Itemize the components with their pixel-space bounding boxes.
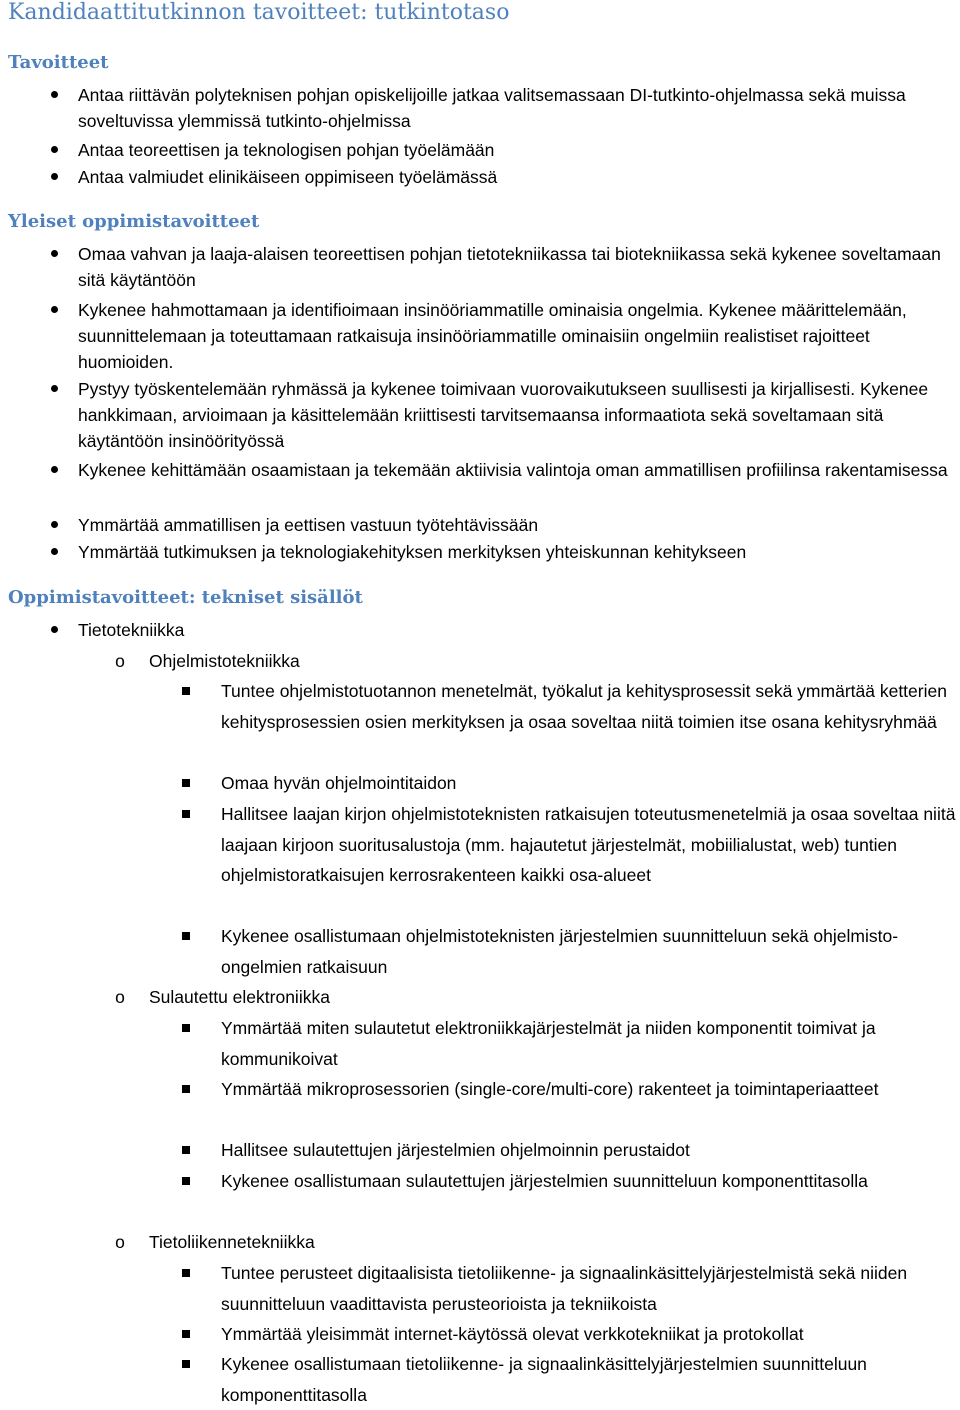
list-item-text: Tietoliikennetekniikka — [149, 1232, 315, 1252]
sub-sub-list-item — [221, 921, 956, 982]
list-item-text: Ymmärtää mikroprosessorien (single-core/multi-core) rakenteet ja toimintaperiaatteet — [221, 1079, 879, 1099]
circle-bullet-icon: o — [115, 651, 125, 671]
page-title: Kandidaattitutkinnon tavoitteet: tutkintotaso — [8, 0, 510, 25]
list-item — [78, 137, 958, 163]
sub-list-item-sulautettu — [115, 982, 949, 1013]
list-item-text: Ymmärtää miten sulautetut elektroniikkajärjestelmät ja niiden komponentit toimivat ja kommunikoivat — [221, 1018, 876, 1069]
list-item-text: Ymmärtää ammatillisen ja eettisen vastuun työtehtävissään — [78, 515, 539, 535]
list-item-text: Omaa vahvan ja laaja-alaisen teoreettisen pohjan tietotekniikassa tai biotekniikassa sekä kykenee soveltamaan sitä käytäntöön — [78, 244, 941, 290]
list-item — [78, 457, 958, 483]
sub-sub-list-item — [221, 1319, 956, 1350]
list-item-text: Ymmärtää yleisimmät internet-käytössä olevat verkkotekniikat ja protokollat — [221, 1324, 804, 1344]
sub-sub-list-item — [221, 1135, 956, 1166]
list-item-text: Hallitsee laajan kirjon ohjelmistoteknisten ratkaisujen toteutusmenetelmiä ja osaa soveltaa niitä laajaan kirjoon suoritusalustoja (mm. hajautetut järjestelmät, mobiilialustat, web) tuntien ohjelmistoratkaisujen kerrosrakenteen kaikki osa-alueet — [221, 804, 956, 886]
sub-sub-list-item — [221, 799, 956, 891]
section-heading-tavoitteet: Tavoitteet — [8, 52, 109, 73]
list-item-text: Ohjelmistotekniikka — [149, 651, 300, 671]
list-item-text: Tuntee perusteet digitaalisista tietoliikenne- ja signaalinkäsittelyjärjestelmistä sekä niiden suunnitteluun vaadittavista perusteorioista ja tekniikoista — [221, 1263, 908, 1314]
list-item-text: Hallitsee sulautettujen järjestelmien ohjelmoinnin perustaidot — [221, 1140, 690, 1160]
sub-sub-list-item — [221, 676, 956, 737]
sub-sub-list-item — [221, 768, 956, 799]
list-item-tietotekniikka — [78, 615, 958, 646]
list-item-text: Sulautettu elektroniikka — [149, 987, 330, 1007]
list-item-text: Kykenee osallistumaan sulautettujen järjestelmien suunnitteluun komponenttitasolla — [221, 1171, 868, 1191]
circle-bullet-icon: o — [115, 1232, 125, 1252]
list-item — [78, 512, 958, 538]
list-item-text: Antaa riittävän polyteknisen pohjan opiskelijoille jatkaa valitsemassaan DI-tutkinto-ohjelmassa sekä muissa soveltuvissa ylemmissä tutkinto-ohjelmissa — [78, 85, 906, 131]
list-item-text: Tietotekniikka — [78, 620, 185, 640]
list-item — [78, 164, 958, 190]
list-item-text: Kykenee hahmottamaan ja identifioimaan insinööriammatille ominaisia ongelmia. Kykenee määrittelemään, suunnittelemaan ja toteuttamaan ratkaisuja insinööriammatille ominaisiin ongelmiin realistiset rajoitteet huomioiden. — [78, 300, 907, 372]
sub-sub-list-item — [221, 1349, 956, 1410]
list-item-text: Kykenee kehittämään osaamistaan ja tekemään aktiivisia valintoja oman ammatillisen profiilinsa rakentamisessa — [78, 460, 948, 480]
list-item — [78, 376, 958, 454]
section-heading-tekniset: Oppimistavoitteet: tekniset sisällöt — [8, 587, 363, 608]
list-item — [78, 241, 958, 293]
list-item-text: Antaa teoreettisen ja teknologisen pohjan työelämään — [78, 140, 495, 160]
list-item — [78, 539, 958, 565]
list-item-text: Kykenee osallistumaan tietoliikenne- ja signaalinkäsittelyjärjestelmien suunnitteluun komponenttitasolla — [221, 1354, 867, 1405]
sub-sub-list-item — [221, 1074, 956, 1105]
section-heading-yleiset: Yleiset oppimistavoitteet — [8, 211, 260, 232]
list-item-text: Ymmärtää tutkimuksen ja teknologiakehityksen merkityksen yhteiskunnan kehitykseen — [78, 542, 747, 562]
list-item-text: Antaa valmiudet elinikäiseen oppimiseen työelämässä — [78, 167, 498, 187]
list-item-text: Omaa hyvän ohjelmointitaidon — [221, 773, 457, 793]
circle-bullet-icon: o — [115, 987, 125, 1007]
list-item-text: Tuntee ohjelmistotuotannon menetelmät, työkalut ja kehitysprosessit sekä ymmärtää ketterien kehitysprosessien osien merkityksen ja osaa soveltaa niitä toimien itse osana kehitysryhmää — [221, 681, 947, 732]
list-item — [78, 82, 958, 134]
sub-list-item-ohjelmistotekniikka — [115, 646, 949, 677]
list-item-text: Pystyy työskentelemään ryhmässä ja kykenee toimivaan vuorovaikutukseen suullisesti ja kirjallisesti. Kykenee hankkimaan, arvioimaan ja käsittelemään kriittisesti tarvitsemaansa informaatiota sekä soveltamaan sitä käytäntöön insinöörityössä — [78, 379, 929, 451]
sub-sub-list-item — [221, 1013, 956, 1074]
list-item-text: Kykenee osallistumaan ohjelmistoteknisten järjestelmien suunnitteluun sekä ohjelmisto-ongelmien ratkaisuun — [221, 926, 899, 977]
list-item — [78, 297, 958, 375]
sub-sub-list-item — [221, 1166, 956, 1197]
sub-list-item-tietoliikenne — [115, 1227, 949, 1258]
sub-sub-list-item — [221, 1258, 956, 1319]
